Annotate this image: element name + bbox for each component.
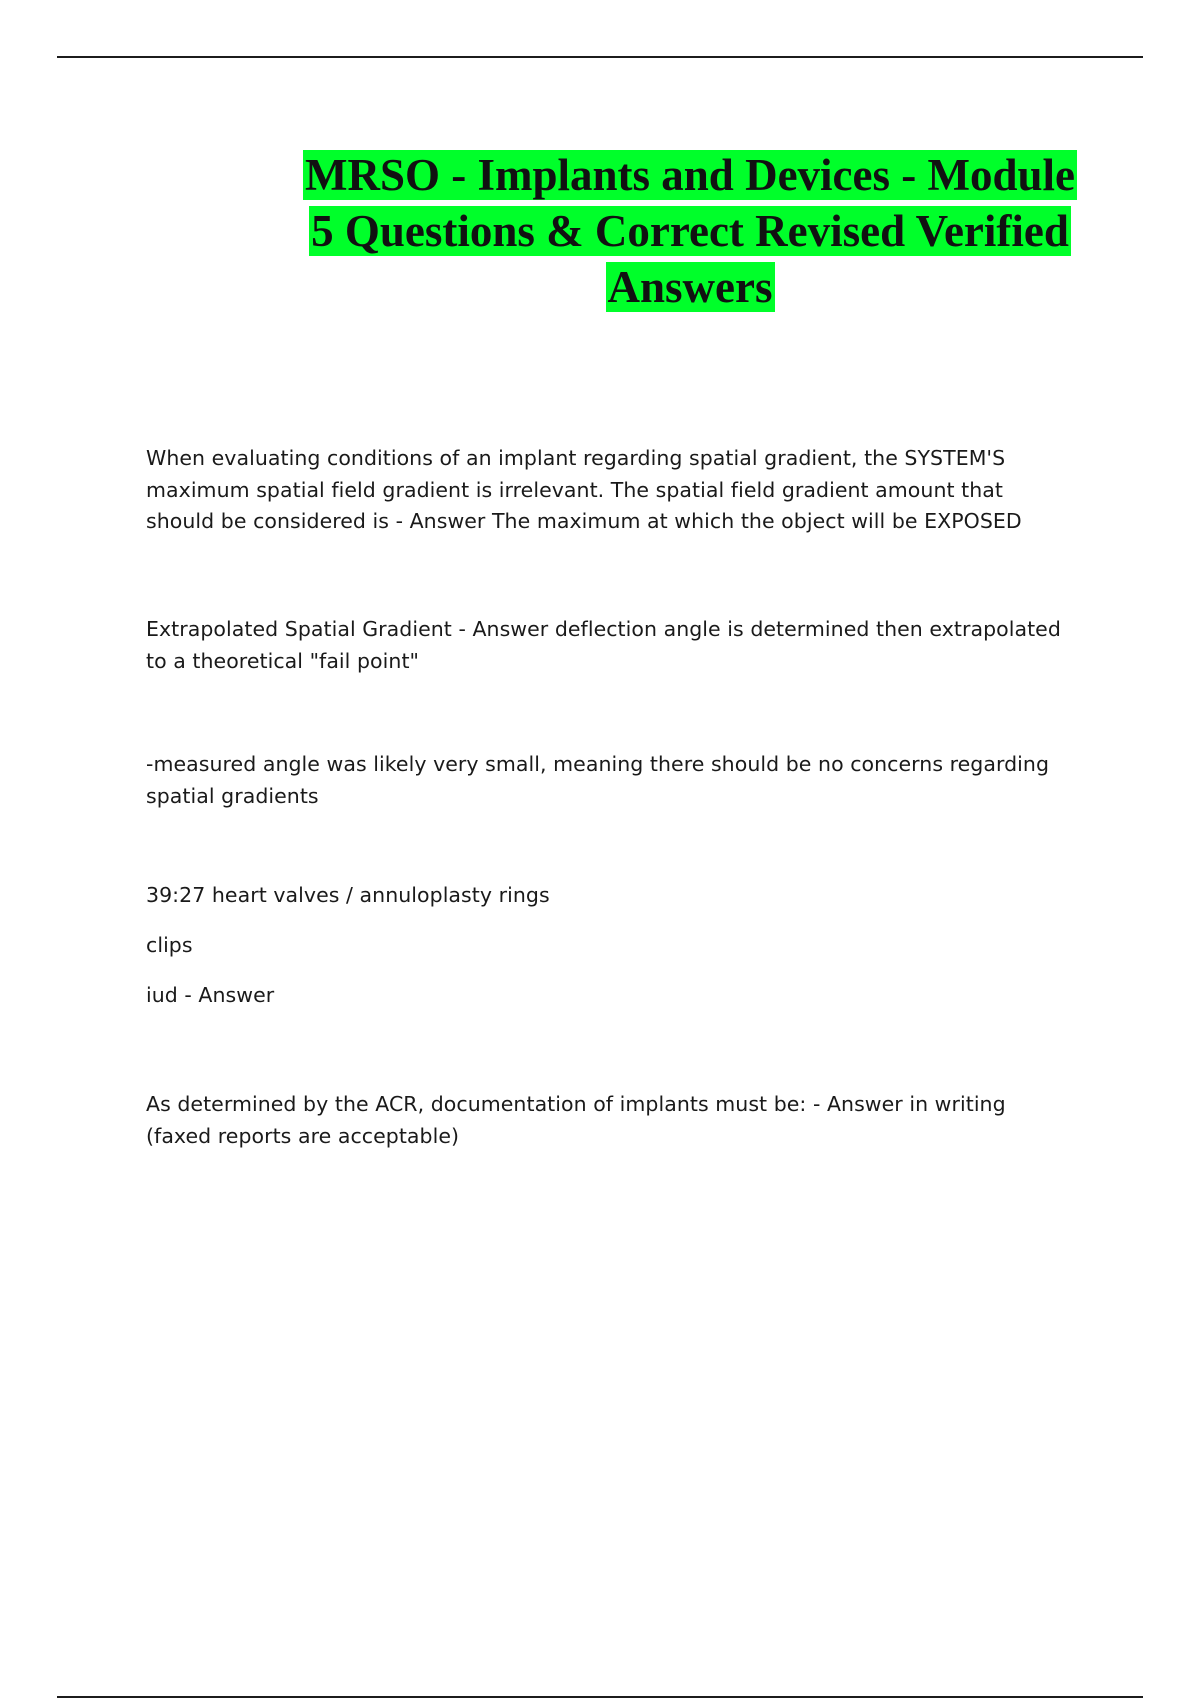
title-line-2: 5 Questions & Correct Revised Verified — [311, 206, 1069, 256]
list-item-iud: iud - Answer — [146, 983, 275, 1007]
document-title — [290, 147, 1090, 315]
list-item-clips: clips — [146, 933, 193, 957]
title-line-3: Answers — [607, 262, 773, 312]
question-acr-documentation: As determined by the ACR, documentation of implants must be: - Answer in writing (faxed reports are acceptable) — [146, 1092, 1006, 1148]
note-measured-angle: -measured angle was likely very small, meaning there should be no concerns regarding spatial gradients — [146, 752, 1050, 808]
list-item-heart-valves: 39:27 heart valves / annuloplasty rings — [146, 883, 550, 907]
question-spatial-gradient: When evaluating conditions of an implant regarding spatial gradient, the SYSTEM'S maximum spatial field gradient is irrelevant. The spatial field gradient amount that should be considered is - Answer The maximum at which the object will be EXPOSED — [146, 446, 1022, 533]
top-divider — [57, 56, 1143, 58]
title-line-1: MRSO - Implants and Devices - Module — [304, 150, 1075, 200]
bottom-divider — [57, 1696, 1143, 1698]
question-extrapolated-gradient: Extrapolated Spatial Gradient - Answer deflection angle is determined then extrapolated to a theoretical "fail point" — [146, 617, 1061, 673]
